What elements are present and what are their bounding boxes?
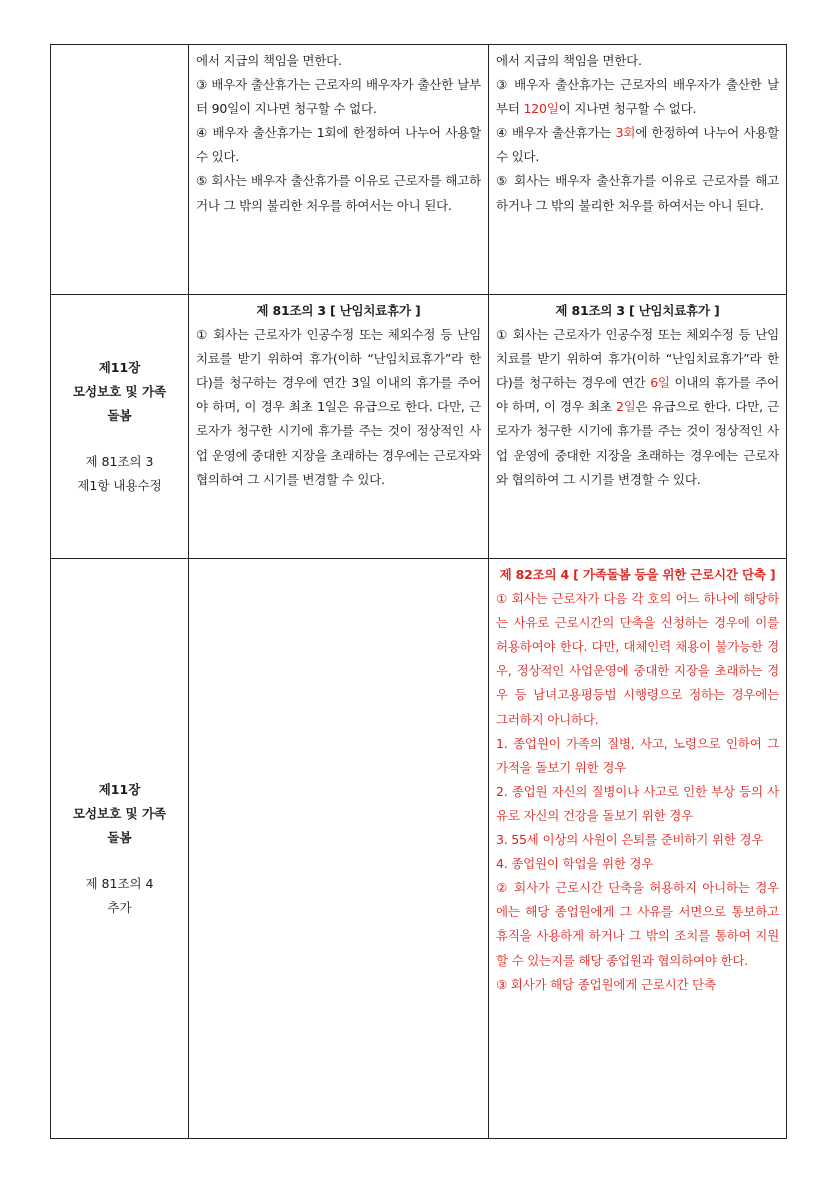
paragraph: 에서 지급의 책임을 면한다. [196, 53, 342, 68]
changed-text: 6일 [650, 375, 670, 391]
section-cell [51, 559, 189, 1139]
paragraph: ④ 배우자 출산휴가는 3회에 한정하여 나누어 사용할 수 있다. [496, 125, 780, 165]
section-cell [51, 45, 189, 295]
changed-text: 120일 [523, 101, 559, 117]
paragraph: ③ 회사가 해당 종업원에게 근로시간 단축 [496, 976, 716, 992]
change-note: 제 81조의 4 [85, 875, 154, 891]
paragraph: ③ 배우자 출산휴가는 근로자의 배우자가 출산한 날부터 120일이 지나면 청구할 수 없다. [496, 77, 779, 117]
paragraph: ① 회사는 근로자가 인공수정 또는 체외수정 등 난임치료를 받기 위하여 휴가(이하 “난임치료휴가”라 한다)를 청구하는 경우에 연간 6일 이내의 휴가를 주어야 하며, 이 경우 최초 2일은 유급으로 한다. 다만, 근로자가 청구한 시기에 휴가를 주는 것이 정상적인 사업 운영에 중대한 지장을 초래하는 경우에는 근로자와 협의하여 그 시기를 변경할 수 있다. [496, 327, 779, 487]
new-text-cell [489, 559, 787, 1139]
paragraph: 에서 지급의 책임을 면한다. [496, 53, 642, 68]
table-row [51, 559, 787, 1139]
paragraph: 4. 종업원이 학업을 위한 경우 [496, 856, 654, 872]
chapter-title: 돌봄 [107, 407, 132, 423]
paragraph: ⑤ 회사는 배우자 출산휴가를 이유로 근로자를 해고하거나 그 밖의 불리한 처우를 하여서는 아니 된다. [496, 173, 779, 213]
chapter-title: 모성보호 및 가족 [72, 805, 167, 821]
old-text-cell [189, 45, 489, 295]
change-note: 추가 [107, 899, 132, 915]
paragraph: ⑤ 회사는 배우자 출산휴가를 이유로 근로자를 해고하거나 그 밖의 불리한 처우를 하여서는 아니 된다. [196, 173, 481, 213]
table-row [51, 295, 787, 559]
paragraph: 3. 55세 이상의 사원이 은퇴를 준비하기 위한 경우 [496, 832, 764, 848]
chapter-title: 제11장 [98, 781, 141, 797]
new-text-cell [489, 45, 787, 295]
change-note: 제1항 내용수정 [77, 477, 162, 493]
comparison-table [50, 44, 787, 1139]
section-cell [51, 295, 189, 559]
article-title: 제 81조의 3 [ 난임치료휴가 ] [555, 303, 720, 318]
old-text-cell [189, 559, 489, 1139]
paragraph: ③ 배우자 출산휴가는 근로자의 배우자가 출산한 날부터 90일이 지나면 청구할 수 없다. [196, 77, 481, 117]
old-text-cell [189, 295, 489, 559]
changed-text: 2일 [616, 399, 636, 415]
paragraph: ① 회사는 근로자가 인공수정 또는 체외수정 등 난임치료를 받기 위하여 휴가(이하 “난임치료휴가”라 한다)를 청구하는 경우에 연간 3일 이내의 휴가를 주어야 하며, 이 경우 최초 1일은 유급으로 한다. 다만, 근로자가 청구한 시기에 휴가를 주는 것이 정상적인 사업 운영에 중대한 지장을 초래하는 경우에는 근로자와 협의하여 그 시기를 변경할 수 있다. [196, 327, 481, 487]
paragraph: ④ 배우자 출산휴가는 1회에 한정하여 나누어 사용할 수 있다. [196, 125, 481, 165]
new-text-cell [489, 295, 787, 559]
table-row [51, 45, 787, 295]
chapter-title: 모성보호 및 가족 [72, 383, 167, 399]
paragraph: 1. 종업원이 가족의 질병, 사고, 노령으로 인하여 그 가적을 돌보기 위한 경우 [496, 735, 779, 775]
paragraph: ① 회사는 근로자가 다음 각 호의 어느 하나에 해당하는 사유로 근로시간의 단축을 신청하는 경우에 이를 허용하여야 한다. 다만, 대체인력 채용이 불가능한 경우, 정상적인 사업운영에 중대한 지장을 초래하는 경우 등 남녀고용평등법 시행령으로 정하는 경우에는 그러하지 아니하다. [496, 591, 779, 727]
chapter-title: 제11장 [98, 359, 141, 375]
paragraph: ② 회사가 근로시간 단축을 허용하지 아니하는 경우에는 해당 종업원에게 그 사유를 서면으로 통보하고 휴직을 사용하게 하거나 그 밖의 조치를 통하여 지원할 수 있는지를 해당 종업원과 협의하여야 한다. [496, 880, 779, 968]
chapter-title: 돌봄 [107, 829, 132, 845]
article-title: 제 81조의 3 [ 난임치료휴가 ] [256, 303, 421, 318]
paragraph: 2. 종업원 자신의 질병이나 사고로 인한 부상 등의 사유로 자신의 건강을 돌보기 위한 경우 [496, 783, 779, 823]
article-title: 제 82조의 4 [ 가족돌봄 등을 위한 근로시간 단축 ] [499, 567, 776, 582]
change-note: 제 81조의 3 [85, 453, 154, 469]
changed-text: 3회 [615, 125, 636, 141]
